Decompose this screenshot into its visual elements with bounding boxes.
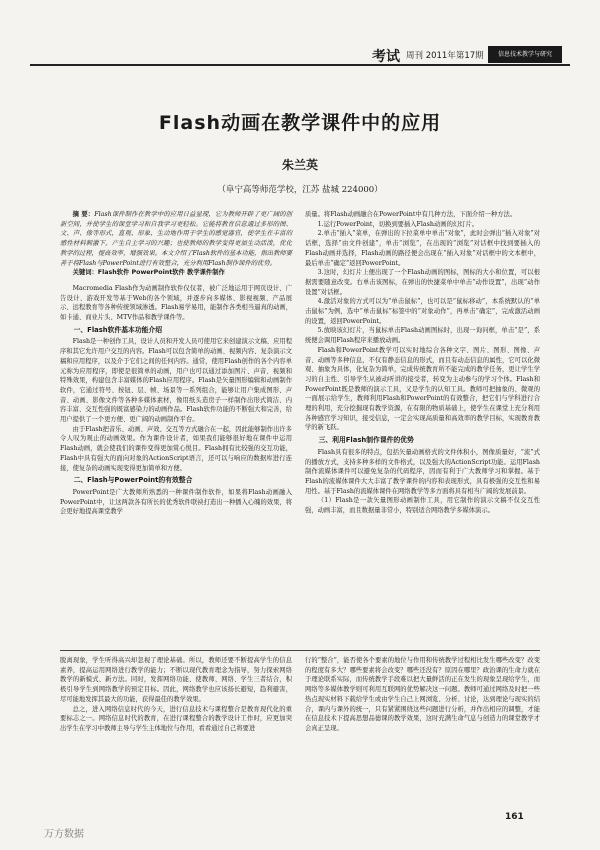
section-heading: 三、利用Flash制作课件的优势 <box>318 436 414 445</box>
header-rule <box>30 64 570 66</box>
page-number: 161 <box>505 812 524 822</box>
bottom-right-column <box>305 656 540 734</box>
step-item: 5.放映该幻灯片，当鼠标单击Flash动画图标时，出现一询问框，单击“是”，系统便会调用Flash程序来播放动画。 <box>305 327 540 345</box>
author-name: 朱兰英 <box>281 158 318 172</box>
bottom-paragraph: 脱离现象，学生听得高兴却忽视了理论基础。所以，教师还要不断提高学生的信息素养，提高运用网络进行教学的能力；不断以现代教育理念为指导，努力探索网络教学的新模式、新方法。同时，发挥网络功能、使教师、网络、学生三者结合，积极引导学生到网络教学的预定目标。因此，网络教学也应该扬长避短，趋利避害，尽可能地发挥其最大的功能，获得最佳的教学效果。 <box>60 657 292 703</box>
bottom-paragraph: 总之，进入网络信息时代的今天，进行信息技术与课程整合是教育现代化的重要标志之一。网络信息时代的教育，在进行课程整合的教学设计工作时，应更加突出学生在学习中教师主导与学生主体地位与作用，看看通过自己将要进 <box>60 705 292 732</box>
left-paragraph: Macromedia Flash作为动画制作软件仅仅者，被广泛地运用于网页设计、广告设计、游戏开发等基于Web的各个领域，并逐步向多媒体、影视视频、产品展示、远程教育等各种传统领域渗透。Flash易学易用，能制作各类相当逼真的动画，如卡通、商业片头、MTV作品和教学课件等。 <box>60 284 292 322</box>
left-column <box>60 210 292 517</box>
journal-issue: 周刊 2011年第17期 <box>406 51 484 61</box>
step-item: 1.运行PowerPoint，切换到要插入Flash动画的幻灯片。 <box>317 220 479 228</box>
step-item: 4.激活对象的方式可以为“单击鼠标”，也可以是“鼠标移动”，本系统默认的“单击鼠标”为例，选中“单击鼠标”标签中的“对象动作”，再单击“确定”，完成激活动画的设置，返回PowerPoint。 <box>305 298 540 325</box>
right-paragraph: （1）Flash是一款矢量图形动画制作工具，用它制作的演示文稿不仅交互性强，动画丰富，而且数据量非常小，特别适合网络教学多媒体演示。 <box>305 497 540 515</box>
journal-name: 考试 <box>372 49 400 65</box>
abstract-text: Flash课件制作在教学中的应用日益显现，它为教师开辟了更广阔的创新空间，并使学生的课堂学习和自我学习更轻松。它能将教育信息通过多形的图、文、声、像等形式，直观、形象、生动地作用于学生的感觉器官，使学生在丰富的感性材料刺激下，产生自主学习的兴趣；也使教师的教学变得更加生动活泼，优化教学的过程，提高效率，增强效果。本文介绍了Flash软件的基本功能，指出教师要善于将Flash与PowerPoint进行有效整合，充分利用Flash制作课件的优势。 <box>60 211 292 267</box>
right-paragraph: Flash具有很多的特点，包括矢量动画格式的文件体积小，图像质量好，“流”式的播放方式，支持多种多样的文件格式，以及强大的ActionScript功能。运用Flash制作流媒体课件可以避免复杂的代码程序，因而有利于广大教师学习和掌握。基于Flash的流媒体课件大大丰富了教学课件的内容和表现形式，具有极强的交互性和易用性。基于Flash的流媒体课件在网络教学等多方面将具有相当广阔的发展前景。 <box>305 448 540 495</box>
author-affiliation: （阜宁高等师范学校，江苏 盐城 224000） <box>217 185 383 195</box>
section-divider <box>60 650 540 651</box>
step-item: 3.这时，幻灯片上便出现了一个Flash动画的图标，图标的大小和位置，可以根据需要随意改变。右单击该图标，在弹出的快捷菜单中单击“动作设置”，出现“动作设置”对话框。 <box>305 269 540 296</box>
right-column <box>305 210 540 516</box>
journal-header <box>0 46 600 66</box>
step-item: 2.单击“插入”菜单，在弹出的下拉菜单中单击“对象”，此时会弹出“插入对象”对话框，选择“由文件创建”，单击“浏览”，在出现的“浏览”对话框中找到要插入的Flash动画并选择，Flash动画的路径便会出现在“插入对象”对话框中的文本框中，最后单击“确定”返回PowerPoint。 <box>305 230 540 267</box>
right-paragraph: 质量。将Flash动画融合在PowerPoint中有几种方法，下面介绍一种方法。 <box>305 211 517 218</box>
keywords-text: Flash软件 PowerPoint软件 教学课件制作 <box>97 269 225 277</box>
right-paragraph: Flash和PowerPoint教学可以实时地综合各种文字、图片、图形、图像、声音、动画等多种信息，不仅有静态信息的形式，而且有动态信息的属性，它可以化微观、抽象为具体，化复杂为简单，完成传统教育所不能完成的教学任务，更让学生学习的自主性、引导学生从被动听讲的接受者，转变为主动参与的学习个体。Flash和PowerPoint既是教师的演示工具，又是学生的认知工具。教师可把抽象的、微观的一面展示给学生，教师利用Flash和PowerPoint的有效整合，把它们与学科进行合理的利用，充分挖掘现有教学资源，在有限的物质基础上，使学生在课堂上充分利用各种感官学习知识，接受信息，一定会实现高质量和高效率的教学目标，实现教育教学的新飞跃。 <box>305 346 540 432</box>
section-heading: 二、Flash与PowerPoint的有效整合 <box>73 476 193 485</box>
bottom-paragraph: 行的“整合”，能否使各个要素的地位与作用和传统教学过程相比发生哪些改变？改变的程度有多大？哪些要素将会改变？哪些还没有？原因在哪里？政治课的生命力就在于理论联系实际，而传统教学手段难以把大量鲜活的正在发生的现象呈现给学生，而网络等多媒体教学则可利用互联网的优势解决这一问题。教师可通过网络及时把一些热点现实材料下载给学生或由学生自己上网浏览、分析、讨论，达到理论与现实的结合，课内与课外的统一，只有紧紧围绕这些问题进行分析，并作出相应的调整，才能在信息技术下提高思想品德课的教学效果，这时充满生命气息与创造力的课堂教学才会真正呈现。 <box>305 657 540 732</box>
article-title: Flash动画在教学课件中的应用 <box>158 112 442 134</box>
section-badge: 信息技术教学与研究 <box>488 46 562 63</box>
abstract-block <box>60 210 292 278</box>
bottom-left-column <box>60 656 292 734</box>
left-paragraph: 由于Flash把音乐、动画、声效、交互等方式融合在一起，因此能够制作出许多令人叹为观止的动画效果。作为课件设计者，如果我们能够很好地在课件中运用Flash动画，就会使我们的课件变得更加赏心悦目。Flash拥有比较强的交互功能，Flash中具有强大的面向对象的ActionScript语言，还可以与响应的数据库进行连接，使复杂的动画实现变得更加简单和方便。 <box>60 425 292 472</box>
left-paragraph: PowerPoint是广大教师所熟悉的一种课件制作软件，如果将Flash动画融入PowerPoint中，让这两款各有所长的优秀软件联袂打造出一种播入心魄的效果，将会更好地提高课堂教学 <box>60 488 292 516</box>
section-heading: 一、Flash软件基本功能介绍 <box>73 325 163 334</box>
keywords-label: 关键词： <box>72 269 98 277</box>
watermark-text: 万方数据 <box>44 829 84 840</box>
left-paragraph: Flash是一种创作工具，设计人员和开发人员可使用它来创建演示文稿、应用程序和其它允许用户交互的内容。Flash可以包含简单的动画、视频内容、复杂演示文稿和应用程序，以及介于它们之间的任何内容。通常，使用Flash创作的各个内容单元称为应用程序，即使是很简单的动画，用户也可以通过添加图片、声音、视频和特殊效果，构建包含丰富媒体的Flash应用程序。Flash是矢量图形编辑和动画制作软件，它通过符号、按钮、层、帧、场景等一系列组合，能够让用户集成图形、声音、动画、影像文件等各种多媒体素材，像用纸头造房子一样制作出形式简洁、内容丰富、交互性强的既富感染力的动画作品。Flash软件功能的不断强大和完善，给用户提供了一个更方便、更广阔的动画制作平台。 <box>60 338 292 424</box>
abstract-label: 摘 要： <box>72 211 95 218</box>
